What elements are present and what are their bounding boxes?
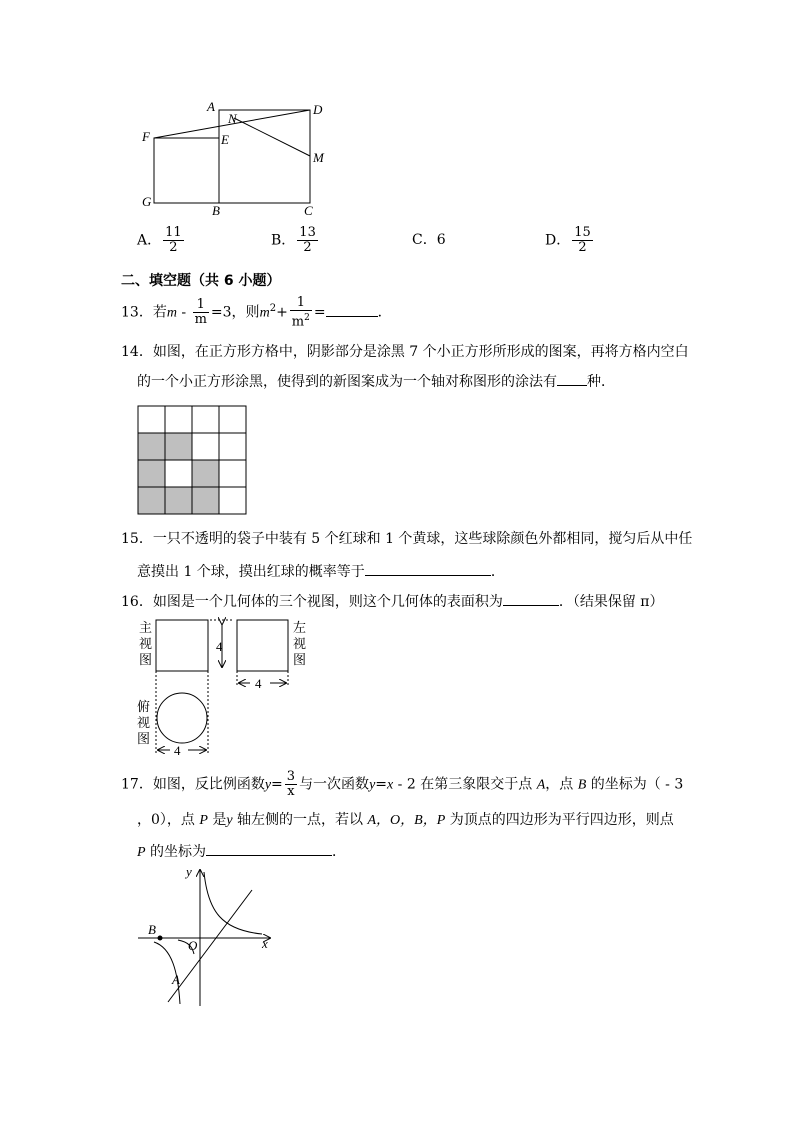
q17-text: ，点 <box>545 776 578 793</box>
q17-text: - 2 在第三象限交于点 <box>393 776 537 793</box>
var-y: y <box>264 777 272 793</box>
frac-num: 3 <box>286 769 296 784</box>
option-denominator: 2 <box>169 240 178 255</box>
label-M: M <box>313 150 324 165</box>
left-label-2: 视 <box>293 637 307 652</box>
label-N: N <box>228 111 237 126</box>
grid-cell-shaded <box>138 433 165 460</box>
grid-cell-shaded <box>192 487 219 514</box>
period: ． <box>332 844 347 860</box>
answer-blank[interactable] <box>557 371 587 386</box>
grid-cell-shaded <box>165 487 192 514</box>
q17-text: ，0），点 <box>137 812 200 828</box>
minus: - <box>176 304 191 321</box>
equals: = <box>313 304 326 321</box>
front-label-1: 主 <box>139 621 153 636</box>
label-A: A <box>207 99 215 114</box>
q14-text: 的一个小正方形涂黑，使得到的新图案成为一个轴对称图形的涂法有 <box>137 374 557 390</box>
q17-text: 与一次函数 <box>299 776 370 793</box>
grid-cell-blank[interactable] <box>192 433 219 460</box>
q12-option-b <box>271 226 320 255</box>
q15-line2 <box>137 561 505 582</box>
front-label-3: 图 <box>139 653 153 668</box>
q14-line1: 14．如图，在正方形方格中，阴影部分是涂黑 7 个小正方形所形成的图案，再将方格内空白 <box>121 344 689 360</box>
grid-cell-shaded <box>165 433 192 460</box>
grid-cell-shaded <box>138 460 165 487</box>
a-label: A <box>172 972 180 987</box>
grid-cell-blank[interactable] <box>165 406 192 433</box>
grid-cell-blank[interactable] <box>219 460 246 487</box>
option-numerator: 11 <box>165 225 182 240</box>
points-list: A，O，B，P <box>367 813 446 828</box>
square-FGBE <box>154 138 219 203</box>
var-y: y <box>369 777 376 793</box>
q17-text: 的坐标为 <box>145 844 207 860</box>
q13-prefix: 13．若 <box>121 304 167 321</box>
option-denominator: 2 <box>303 240 312 255</box>
point-b: B <box>577 777 587 793</box>
frac-den: x <box>287 784 295 799</box>
frac-den: m <box>291 314 305 330</box>
label-B: B <box>212 203 220 218</box>
option-value: 6 <box>436 232 446 248</box>
top-view-circle <box>157 693 207 743</box>
q17-text: 轴左侧的一点，若以 <box>232 812 368 828</box>
left-label-1: 左 <box>293 621 307 636</box>
frac-num: 1 <box>193 298 209 313</box>
q14-text-end: 种． <box>587 374 615 390</box>
q16-three-views <box>130 614 315 760</box>
option-letter: B． <box>271 232 296 249</box>
answer-blank[interactable] <box>365 561 491 576</box>
q17-text: 是 <box>207 812 227 828</box>
grid-cell-blank[interactable] <box>165 460 192 487</box>
grid-cell-shaded <box>192 460 219 487</box>
point-a: A <box>536 777 546 793</box>
q16-text: 16．如图是一个几何体的三个视图，则这个几何体的表面积为 <box>121 594 503 610</box>
segment-NM <box>234 118 310 156</box>
section-title: 二、填空题（共 6 小题） <box>121 273 281 289</box>
label-D: D <box>313 102 323 117</box>
option-letter: D． <box>545 232 571 249</box>
q12-option-c <box>412 230 446 250</box>
option-numerator: 13 <box>299 225 316 240</box>
q15-text: 意摸出 1 个球，摸出红球的概率等于 <box>137 564 365 580</box>
answer-blank[interactable] <box>206 841 332 856</box>
q17-line2 <box>137 810 674 831</box>
q17-text: 的坐标为（ - 3 <box>586 776 684 793</box>
label-C: C <box>304 203 313 218</box>
top-label-1: 俯 <box>137 700 151 715</box>
hyperbola-q1 <box>204 872 262 934</box>
linear-function <box>168 890 252 1002</box>
left-view-square <box>237 620 288 671</box>
front-view-square <box>156 620 208 671</box>
label-G: G <box>142 194 152 209</box>
plus: + <box>276 304 288 321</box>
q16-line1 <box>121 591 663 612</box>
exponent: 2 <box>269 303 277 315</box>
q17-line1 <box>121 770 683 799</box>
label-F: F <box>142 129 150 144</box>
q12-option-d <box>545 226 595 255</box>
var-m: m <box>166 305 177 321</box>
b-label: B <box>148 922 156 937</box>
point-b-dot <box>158 936 163 941</box>
q14-line2 <box>137 371 615 392</box>
q12-figure <box>130 96 340 222</box>
dim-width-left: 4 <box>255 676 262 691</box>
period: ． <box>490 564 505 580</box>
grid-cell-blank[interactable] <box>138 406 165 433</box>
exponent: 2 <box>304 313 310 323</box>
option-letter: C． <box>412 232 437 248</box>
period: ． <box>377 304 392 321</box>
point-p: P <box>199 813 208 828</box>
answer-blank[interactable] <box>326 302 378 317</box>
grid-cell-blank[interactable] <box>219 433 246 460</box>
var-x: x <box>387 777 394 793</box>
option-letter: A． <box>137 232 162 249</box>
q17-text: 17．如图，反比例函数 <box>121 776 265 793</box>
question-13 <box>121 296 392 329</box>
var-m: m <box>259 305 270 321</box>
x-axis-label: x <box>262 936 268 951</box>
left-label-3: 图 <box>293 653 307 668</box>
dim-width-top: 4 <box>174 743 181 758</box>
q12-option-a <box>137 226 186 255</box>
option-numerator: 15 <box>574 225 591 240</box>
grid-cell-blank[interactable] <box>219 406 246 433</box>
q17-line3 <box>137 841 346 863</box>
q14-grid <box>137 405 249 517</box>
answer-blank[interactable] <box>503 591 559 606</box>
frac-den: m <box>194 312 207 328</box>
q17-text: 为顶点的四边形为平行四边形，则点 <box>445 812 674 828</box>
y-axis-label: y <box>186 864 192 879</box>
top-label-2: 视 <box>137 716 151 731</box>
grid-cell-blank[interactable] <box>219 487 246 514</box>
top-label-3: 图 <box>137 732 151 747</box>
front-label-2: 视 <box>139 637 153 652</box>
q16-text-end: ．（结果保留 π） <box>558 594 664 610</box>
dim-height: 4 <box>216 639 223 654</box>
grid-cell-blank[interactable] <box>192 406 219 433</box>
equals: = <box>375 776 388 793</box>
frac-num: 1 <box>290 296 312 311</box>
point-p: P <box>137 845 146 860</box>
eq-text: =3，则 <box>210 304 260 321</box>
var-y: y <box>226 813 233 828</box>
q15-line1: 15．一只不透明的袋子中装有 5 个红球和 1 个黄球，这些球除颜色外都相同，搅匀后从中任 <box>121 531 693 547</box>
option-denominator: 2 <box>578 240 587 255</box>
origin-label: O <box>188 938 198 953</box>
label-E: E <box>221 132 229 147</box>
grid-cell-shaded <box>138 487 165 514</box>
equals: = <box>271 776 283 793</box>
q17-graph <box>130 862 280 1010</box>
